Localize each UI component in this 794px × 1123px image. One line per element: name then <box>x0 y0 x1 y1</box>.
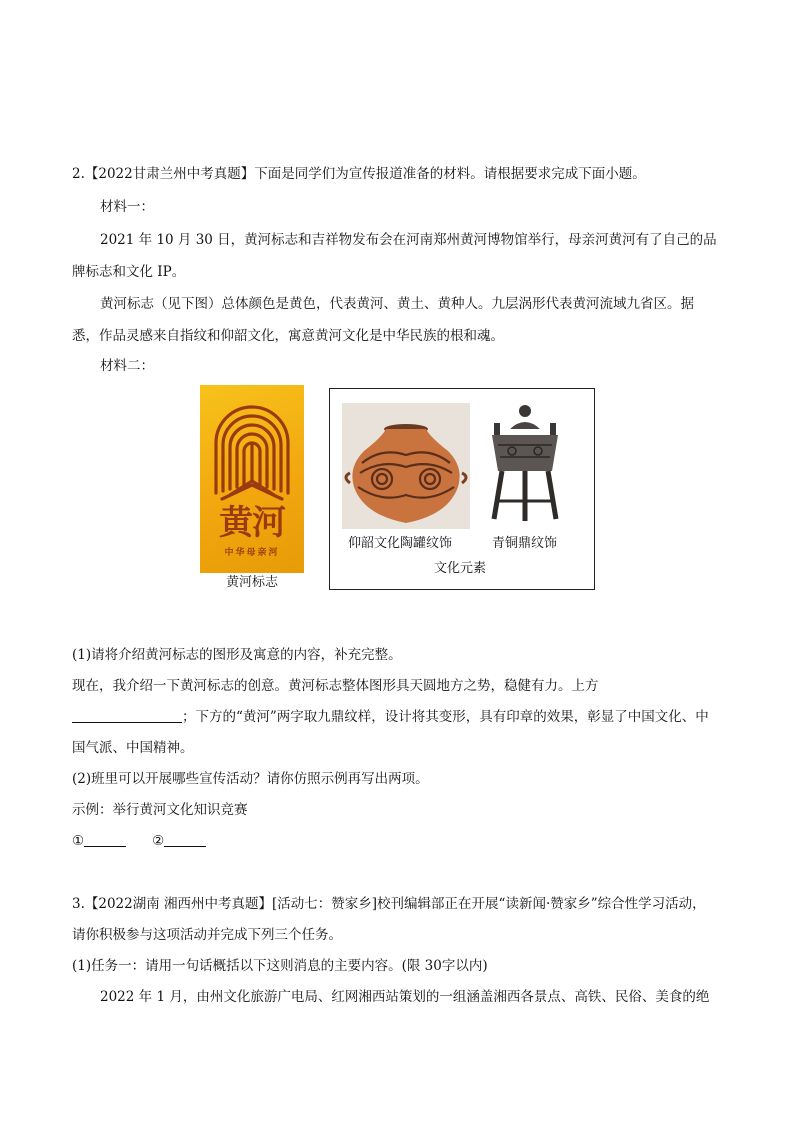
subquestion1-prompt: (1)请将介绍黄河标志的图形及寓意的内容，补充完整。 <box>72 647 402 663</box>
answer-blank-3[interactable] <box>164 832 206 847</box>
material2-title: 材料二： <box>100 358 154 374</box>
q3-task1: (1)任务一：请用一句话概括以下这则消息的主要内容。(限 30字以内) <box>72 958 488 974</box>
material1-para1-line2: 牌标志和文化 IP。 <box>72 264 186 280</box>
bronze-ding-image <box>480 401 570 529</box>
subquestion1-text-line3: 国气派、中国精神。 <box>72 740 194 756</box>
subquestion1-text-line1: 现在，我介绍一下黄河标志的创意。黄河标志整体图形具天圆地方之势，稳健有力。上方 <box>72 678 599 694</box>
ding-caption: 青铜鼎纹饰 <box>492 536 558 551</box>
answer-blank-2[interactable] <box>84 832 126 847</box>
subquestion1-text-line2 <box>72 708 709 726</box>
q3-header-line2: 请你积极参与这项活动并完成下列三个任务。 <box>72 927 342 943</box>
logo-subtitle: 中华母亲河 <box>224 548 280 558</box>
subquestion1-text-line2-content: ；下方的“黄河”两字取九鼎纹样，设计将其变形，具有印章的效果，彰显了中国文化、中 <box>182 709 709 725</box>
culture-elements-box <box>329 388 595 590</box>
logo-characters: 黄河 <box>219 503 285 543</box>
blank2-label: ② <box>152 833 165 849</box>
blank1-label: ① <box>72 833 85 849</box>
answer-blank-1[interactable] <box>72 708 182 723</box>
subquestion2-prompt: (2)班里可以开展哪些宣传活动？请你仿照示例再写出两项。 <box>72 771 429 787</box>
logo-caption: 黄河标志 <box>225 575 278 590</box>
yellow-river-logo <box>200 385 304 590</box>
box-caption: 文化元素 <box>434 561 487 576</box>
q2-header: 2.【2022甘肃兰州中考真题】下面是同学们为宣传报道准备的材料。请根据要求完成下面小题。 <box>72 166 646 182</box>
material1-para2-line1: 黄河标志（见下图）总体颜色是黄色，代表黄河、黄土、黄种人。九层涡形代表黄河流域九省区。据 <box>100 296 694 312</box>
material1-para2-line2: 悉，作品灵感来自指纹和仰韶文化，寓意黄河文化是中华民族的根和魂。 <box>72 328 504 344</box>
material1-title: 材料一： <box>100 199 154 215</box>
q3-news-line1: 2022 年 1 月，由州文化旅游广电局、红网湘西站策划的一组涵盖湘西各景点、高铁、民俗、美食的绝 <box>100 989 710 1005</box>
material1-para1-line1: 2021 年 10 月 30 日，黄河标志和吉祥物发布会在河南郑州黄河博物馆举行，母亲河黄河有了自己的品 <box>100 232 717 248</box>
yangshao-pot-image <box>342 403 470 529</box>
answer-blanks-row <box>72 832 206 850</box>
pot-caption: 仰韶文化陶罐纹饰 <box>348 536 453 551</box>
q3-header-line1: 3.【2022湖南 湘西州中考真题】[活动七：赞家乡]校刊编辑部正在开展“读新闻·赞家乡”综合性学习活动， <box>72 896 706 912</box>
example-text: 示例：举行黄河文化知识竞赛 <box>72 802 248 818</box>
